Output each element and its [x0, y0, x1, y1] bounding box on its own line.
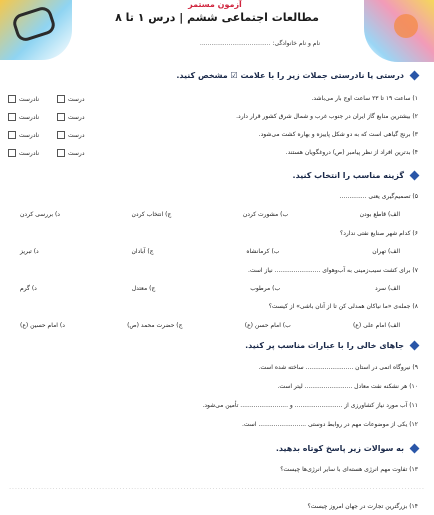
- option-b[interactable]: ب) کرمانشاه: [246, 248, 280, 255]
- question-3-true-option[interactable]: درست: [57, 131, 85, 139]
- checkbox-icon[interactable]: [57, 113, 65, 121]
- question-6-options: [20, 248, 400, 255]
- checkbox-icon[interactable]: [8, 131, 16, 139]
- section-true-false-title: درستی یا نادرستی جملات زیر را با علامت ☑ مشخص کنید.: [176, 71, 404, 80]
- exam-tag: آزمون مستمر: [188, 0, 242, 9]
- question-8: ۸) جمله‌ی «ما نیاکان همدلی کن تا از آنان باشی» از کیست؟: [268, 303, 418, 310]
- question-4-true-option[interactable]: درست: [57, 149, 85, 157]
- option-c[interactable]: ج) آبادان: [131, 248, 154, 255]
- checkbox-icon[interactable]: [8, 95, 16, 103]
- question-1-true-option[interactable]: درست: [57, 95, 85, 103]
- checkbox-icon[interactable]: [8, 149, 16, 157]
- question-2-answer[interactable]: [8, 113, 85, 121]
- question-5-options: [20, 211, 400, 218]
- checkbox-icon[interactable]: [57, 149, 65, 157]
- question-3-answer[interactable]: [8, 131, 85, 139]
- header-decoration-glasses: [0, 0, 72, 60]
- header-decoration-art: [364, 0, 434, 62]
- option-c[interactable]: ج) انتخاب کردن: [131, 211, 172, 218]
- question-14: ۱۴) بزرگترین تجارت در جهان امروز چیست؟: [307, 503, 418, 510]
- question-12[interactable]: ۱۲) یکی از موضوعات مهم در روابط دوستی ......................... است.: [241, 421, 418, 428]
- question-7: ۷) برای کشت سیب‌زمینی به آب‌وهوای ........................ نیاز است.: [248, 267, 418, 274]
- answer-line[interactable]: ...............................................................................................................................................: [9, 484, 425, 491]
- section-multiple-choice-heading: [293, 171, 418, 180]
- section-fill-blanks-heading: [245, 341, 418, 350]
- question-10[interactable]: ۱۰) هر نشکنه نفت معادل ......................... لیتر است.: [277, 383, 418, 390]
- question-3-false-option[interactable]: نادرست: [8, 131, 39, 139]
- question-7-options: [20, 285, 400, 292]
- student-name-field[interactable]: [60, 40, 320, 47]
- question-13: ۱۳) تفاوت مهم انرژی هسته‌ای با سایر انرژی‌ها چیست؟: [280, 466, 418, 473]
- section-short-answer-title: به سوالات زیر پاسخ کوتاه بدهید.: [275, 444, 404, 453]
- option-d[interactable]: د) تبریز: [20, 248, 39, 255]
- option-d[interactable]: د) امام حسین (ع): [20, 322, 65, 329]
- question-1-false-option[interactable]: نادرست: [8, 95, 39, 103]
- diamond-bullet-icon: [410, 71, 420, 81]
- question-1-answer[interactable]: [8, 95, 85, 103]
- option-a[interactable]: الف) تهران: [372, 248, 400, 255]
- question-11[interactable]: ۱۱) آب مورد نیاز کشاورزی از ......................... و ......................... تأمین می‌شود.: [202, 402, 418, 409]
- option-b[interactable]: ب) مشورت کردن: [242, 211, 289, 218]
- option-d[interactable]: د) گرم: [20, 285, 37, 292]
- question-4-false-option[interactable]: نادرست: [8, 149, 39, 157]
- diamond-bullet-icon: [410, 171, 420, 181]
- student-name-dots: .....................................: [199, 40, 271, 47]
- checkbox-icon[interactable]: [57, 131, 65, 139]
- question-5: ۵) تصمیم‌گیری یعنی ..............: [339, 193, 418, 200]
- option-a[interactable]: الف) سرد: [375, 285, 400, 292]
- diamond-bullet-icon: [410, 444, 420, 454]
- option-c[interactable]: ج) حضرت محمد (ص): [127, 322, 183, 329]
- question-4: ۴) بدترین افراد از نظر پیامبر (ص) دروغگویان هستند.: [285, 149, 418, 156]
- question-8-options: [20, 322, 400, 329]
- option-a[interactable]: الف) قاطع بودن: [359, 211, 400, 218]
- checkbox-icon[interactable]: [57, 95, 65, 103]
- checkbox-icon[interactable]: [8, 113, 16, 121]
- question-4-answer[interactable]: [8, 149, 85, 157]
- section-fill-blanks-title: جاهای خالی را با عبارات مناسب پر کنید.: [245, 341, 404, 350]
- diamond-bullet-icon: [410, 341, 420, 351]
- section-short-answer-heading: [276, 444, 418, 453]
- option-d[interactable]: د) بررسی کردن: [20, 211, 60, 218]
- question-2-false-option[interactable]: نادرست: [8, 113, 39, 121]
- question-1: ۱) ساعت ۱۹ تا ۲۳ ساعت اوج بار می‌باشد.: [311, 95, 418, 102]
- question-2: ۲) بیشترین منابع گاز ایران در جنوب غرب و شمال شرق کشور قرار دارد.: [236, 113, 418, 120]
- section-multiple-choice-title: گزینه مناسب را انتخاب کنید.: [292, 171, 404, 180]
- question-9[interactable]: ۹) نیروگاه اتمی در استان ......................... ساخته شده است.: [258, 364, 418, 371]
- student-name-label: نام و نام خانوادگی:: [272, 40, 320, 47]
- question-6: ۶) کدام شهر صنایع نفتی ندارد؟: [340, 230, 418, 237]
- section-true-false-heading: [176, 71, 418, 80]
- option-b[interactable]: ب) مرطوب: [250, 285, 281, 292]
- question-2-true-option[interactable]: درست: [57, 113, 85, 121]
- question-3: ۳) برنج گیاهی است که به دو شکل پاییزه و بهاره کشت می‌شود.: [258, 131, 418, 138]
- option-a[interactable]: الف) امام علی (ع): [352, 322, 400, 329]
- option-c[interactable]: ج) معتدل: [131, 285, 156, 292]
- page-title: مطالعات اجتماعی ششم | درس ۱ تا ۸: [115, 11, 319, 24]
- option-b[interactable]: ب) امام حسن (ع): [244, 322, 291, 329]
